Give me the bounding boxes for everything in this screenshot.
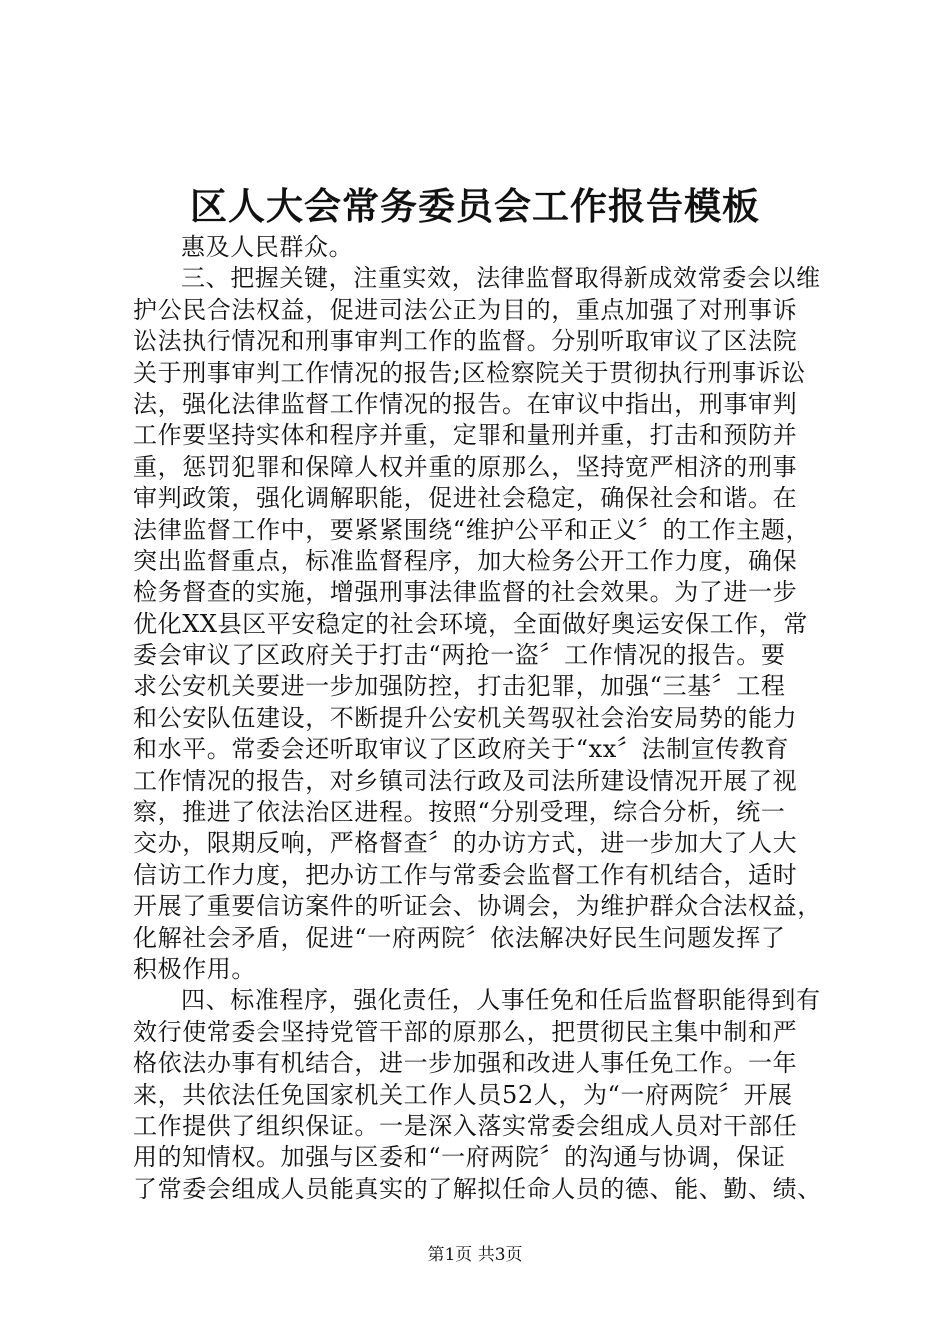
paragraph-line: 法律监督工作中，要紧紧围绕“维护公平和正义〞的工作主题，	[133, 515, 811, 544]
paragraph-line: 和水平。常委会还听取审议了区政府关于“xx〞法制宣传教育	[133, 735, 790, 764]
paragraph-line: 四、标准程序，强化责任，人事任免和任后监督职能得到有	[181, 986, 821, 1015]
paragraph-line: 惠及人民群众。	[181, 233, 354, 261]
paragraph-line: 突出监督重点，标准监督程序，加大检务公开工作力度，确保	[133, 546, 798, 575]
paragraph-line: 用的知情权。加强与区委和“一府两院〞的沟通与协调，保证	[133, 1143, 786, 1172]
paragraph-line: 信访工作力度，把办访工作与常委会监督工作有机结合，适时	[133, 860, 798, 889]
paragraph-line: 讼法执行情况和刑事审判工作的监督。分别听取审议了区法院	[133, 327, 798, 356]
paragraph-line: 关于刑事审判工作情况的报告;区检察院关于贯彻执行刑事诉讼	[133, 358, 806, 387]
paragraph-line: 护公民合法权益，促进司法公正为目的，重点加强了对刑事诉	[133, 295, 798, 324]
paragraph-line: 三、把握关键，注重实效，法律监督取得新成效常委会以维	[181, 264, 821, 293]
paragraph-line: 积极作用。	[133, 954, 256, 983]
paragraph-line: 检务督查的实施，增强刑事法律监督的社会效果。为了进一步	[133, 578, 798, 607]
paragraph-line: 察，推进了依法治区进程。按照“分别受理，综合分析，统一	[133, 798, 786, 827]
paragraph-line: 法，强化法律监督工作情况的报告。在审议中指出，刑事审判	[133, 389, 798, 418]
page-number-footer: 第1页 共3页	[427, 1245, 523, 1265]
paragraph-line: 委会审议了区政府关于打击“两抢一盗〞工作情况的报告。要	[133, 641, 786, 670]
paragraph-line: 来，共依法任免国家机关工作人员52人，为“一府两院〞开展	[133, 1080, 793, 1109]
paragraph-line: 求公安机关要进一步加强防控，打击犯罪，加强“三基〞工程	[133, 672, 786, 701]
paragraph-line: 开展了重要信访案件的听证会、协调会，为维护群众合法权益，	[133, 892, 822, 921]
paragraph-line: 审判政策，强化调解职能，促进社会稳定，确保社会和谐。在	[133, 484, 798, 513]
document-body	[133, 232, 838, 1205]
paragraph-line: 工作提供了组织保证。一是深入落实常委会组成人员对干部任	[133, 1111, 798, 1140]
paragraph-line: 工作要坚持实体和程序并重，定罪和量刑并重，打击和预防并	[133, 421, 798, 450]
paragraph-line: 优化XX县区平安稳定的社会环境，全面做好奥运安保工作，常	[133, 609, 808, 638]
paragraph-line: 工作情况的报告，对乡镇司法行政及司法所建设情况开展了视	[133, 766, 798, 795]
paragraph-line: 效行使常委会坚持党管干部的原那么，把贯彻民主集中制和严	[133, 1017, 798, 1046]
paragraph-line: 了常委会组成人员能真实的了解拟任命人员的德、能、勤、绩、	[133, 1174, 822, 1203]
document-title: 区人大会常务委员会工作报告模板	[190, 184, 760, 228]
paragraph-line: 重，惩罚犯罪和保障人权并重的原那么，坚持宽严相济的刑事	[133, 452, 798, 481]
paragraph-line: 格依法办事有机结合，进一步加强和改进人事任免工作。一年	[133, 1049, 798, 1078]
paragraph-line: 化解社会矛盾，促进“一府两院〞依法解决好民生问题发挥了	[133, 923, 786, 952]
paragraph-line: 和公安队伍建设，不断提升公安机关驾驭社会治安局势的能力	[133, 703, 798, 732]
paragraph-line: 交办，限期反响，严格督查〞的办访方式，进一步加大了人大	[133, 829, 798, 858]
